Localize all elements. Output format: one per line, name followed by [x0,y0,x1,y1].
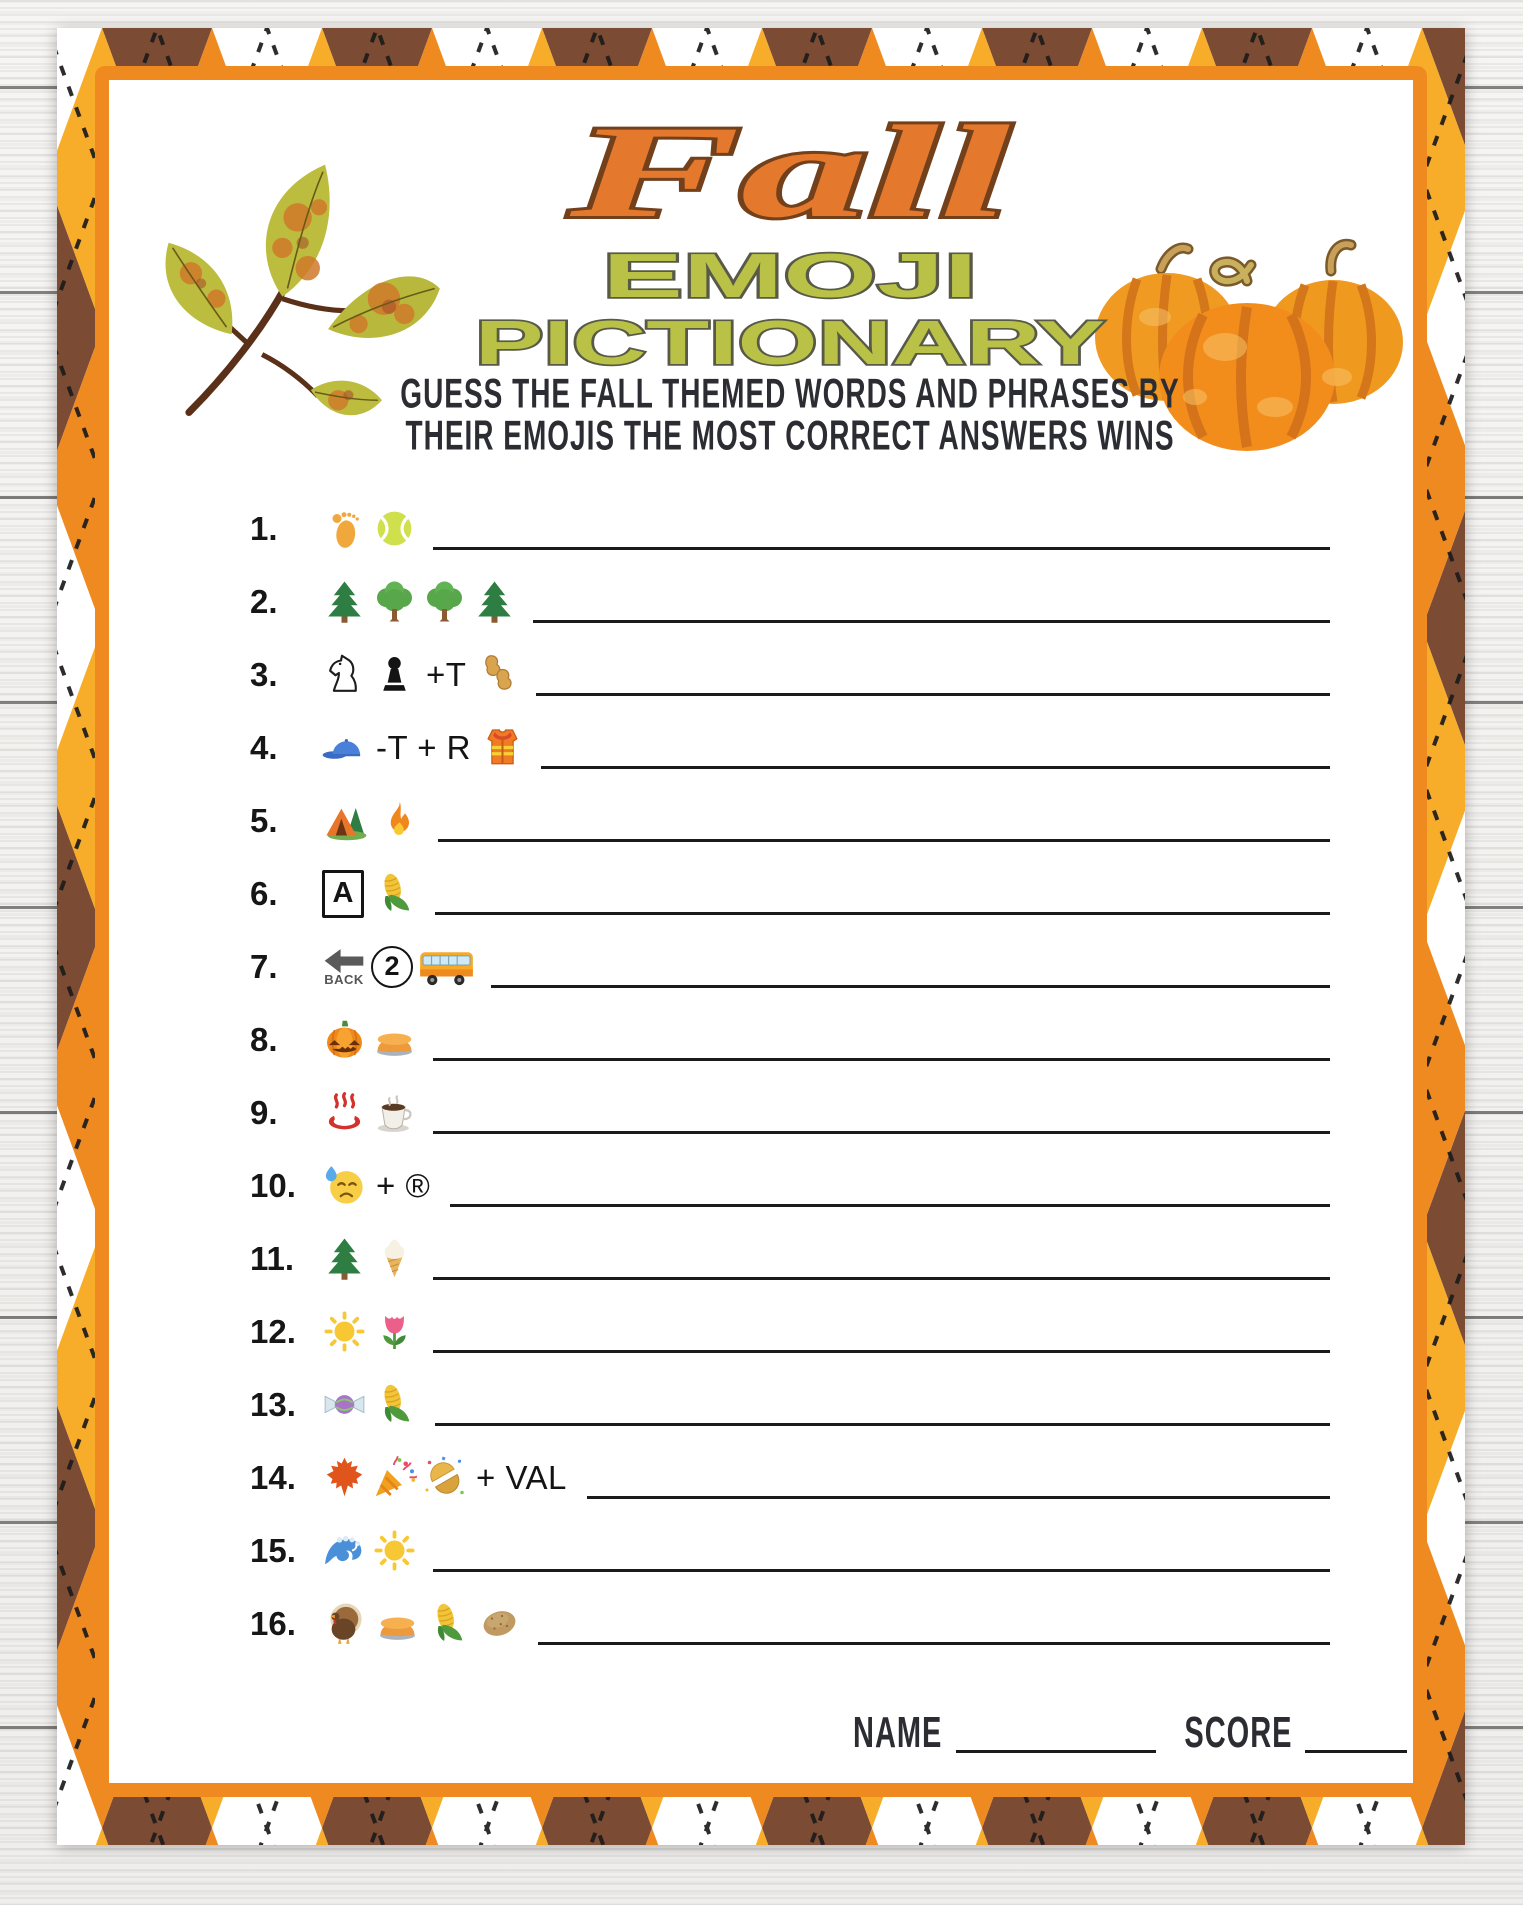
clue-text: + VAL [476,1458,567,1496]
answer-line[interactable] [433,1131,1330,1134]
candy-icon [322,1382,367,1427]
answer-line[interactable] [433,1277,1330,1280]
chess-knight-icon [322,652,367,697]
answer-line[interactable] [433,1350,1330,1353]
question-row [250,711,1330,784]
question-number: 6. [250,874,278,912]
emoji-clue-group [322,1163,434,1208]
question-number: 2. [250,582,278,620]
deciduous-tree-icon [372,579,417,624]
emoji-clue-group [322,798,422,843]
question-row [250,1003,1330,1076]
answer-line[interactable] [435,1423,1330,1426]
back-arrow-icon [322,948,366,986]
title-line-2 [470,308,1110,376]
corn-icon [372,1382,419,1427]
question-row [250,1076,1330,1149]
question-number: 3. [250,655,278,693]
emoji-clue-group [322,1455,571,1500]
hot-springs-icon [322,1090,367,1135]
confetti-ball-icon [422,1455,467,1500]
emoji-clue-group [322,1528,417,1573]
question-number: 7. [250,947,278,985]
question-number: 16. [250,1604,296,1642]
letter-a-icon: A [322,870,364,918]
question-number: 12. [250,1312,296,1350]
questions-list [250,492,1330,1660]
pie-icon [372,1017,417,1062]
question-number: 11. [250,1239,295,1277]
argyle-sheet [57,28,1465,1845]
answer-line[interactable] [587,1496,1330,1499]
emoji-clue-group [322,579,517,624]
emoji-clue-group [322,1236,417,1281]
emoji-clue-group [322,1090,417,1135]
safety-vest-icon [480,725,525,770]
subtitle-line-2: THEIR EMOJIS THE MOST CORRECT ANSWERS WINS [405,412,1175,459]
clue-text: -T + R [376,728,471,766]
tulip-icon [372,1309,417,1354]
corn-icon [372,871,419,916]
question-row [250,1295,1330,1368]
back-arrow-icon [322,948,366,973]
question-row [250,1149,1330,1222]
question-row [250,492,1330,565]
clue-text: + ® [376,1166,431,1204]
score-line[interactable] [1305,1750,1407,1753]
coffee-icon [372,1090,417,1135]
peanuts-icon [475,652,520,697]
evergreen-tree-icon [472,579,517,624]
sun-icon [372,1528,417,1573]
question-row [250,857,1330,930]
deciduous-tree-icon [422,579,467,624]
question-number: 15. [250,1531,296,1569]
emoji-clue-group [322,652,520,697]
wave-icon [322,1528,367,1573]
question-row [250,1441,1330,1514]
answer-line[interactable] [491,985,1330,988]
clue-text: +T [426,655,467,693]
sun-icon [322,1309,367,1354]
jack-o-lantern-icon [322,1017,367,1062]
question-number: 14. [250,1458,296,1496]
blue-cap-icon [322,725,367,770]
name-label: NAME [853,1709,943,1758]
maple-leaf-icon [322,1455,367,1500]
question-row [250,1368,1330,1441]
title-line-1 [510,242,1070,308]
answer-line[interactable] [433,547,1330,550]
answer-line[interactable] [435,912,1330,915]
emoji-clue-group [322,1017,417,1062]
title-line-1-text: EMOJI [602,242,978,308]
question-number: 10. [250,1166,296,1204]
emoji-clue-group [322,506,417,551]
evergreen-tree-icon [322,579,367,624]
fire-icon [377,798,422,843]
emoji-clue-group [322,1601,522,1646]
emoji-clue-group [322,1382,419,1427]
question-row [250,784,1330,857]
camping-icon [322,798,372,843]
question-number: 4. [250,728,278,766]
question-row [250,1514,1330,1587]
circled-two-icon: 2 [371,946,413,988]
turkey-icon [322,1601,370,1646]
emoji-clue-group [322,870,419,918]
question-row [250,930,1330,1003]
question-number: 13. [250,1385,296,1423]
score-label-wrap [1184,1709,1293,1759]
question-number: 9. [250,1093,278,1131]
question-number: 5. [250,801,278,839]
question-row [250,638,1330,711]
answer-line[interactable] [433,1569,1330,1572]
chess-pawn-icon [372,652,417,697]
emoji-clue-group [322,945,475,988]
subtitle [167,370,1413,462]
corn-icon [425,1601,472,1646]
name-label-wrap [853,1709,943,1759]
emoji-clue-group [322,1309,417,1354]
question-row [250,1587,1330,1660]
footer [853,1709,1407,1759]
name-line[interactable] [956,1750,1156,1753]
answer-line[interactable] [538,1642,1330,1645]
score-label: SCORE [1184,1709,1293,1758]
answer-line[interactable] [433,1058,1330,1061]
answer-line[interactable] [438,839,1330,842]
potato-icon [477,1601,522,1646]
evergreen-tree-icon [322,1236,367,1281]
title-line-2-text: PICTIONARY [475,309,1105,376]
party-popper-icon [372,1455,417,1500]
pie-icon [375,1601,420,1646]
subtitle-line-1: GUESS THE FALL THEMED WORDS AND PHRASES BY [400,370,1180,417]
school-bus-icon [418,945,475,988]
sweat-face-icon [322,1163,367,1208]
title-script [510,108,1070,243]
question-number: 1. [250,509,278,547]
emoji-clue-group [322,725,525,770]
answer-line[interactable] [536,693,1330,696]
back-label: BACK [324,971,364,987]
tennis-ball-icon [372,506,417,551]
ice-cream-icon [372,1236,417,1281]
answer-line[interactable] [541,766,1330,769]
answer-line[interactable] [533,620,1330,623]
answer-line[interactable] [450,1204,1330,1207]
worksheet-page [95,66,1427,1797]
question-row [250,565,1330,638]
question-row [250,1222,1330,1295]
foot-icon [322,506,367,551]
question-number: 8. [250,1020,278,1058]
title-script-text: Fall [568,108,1011,243]
